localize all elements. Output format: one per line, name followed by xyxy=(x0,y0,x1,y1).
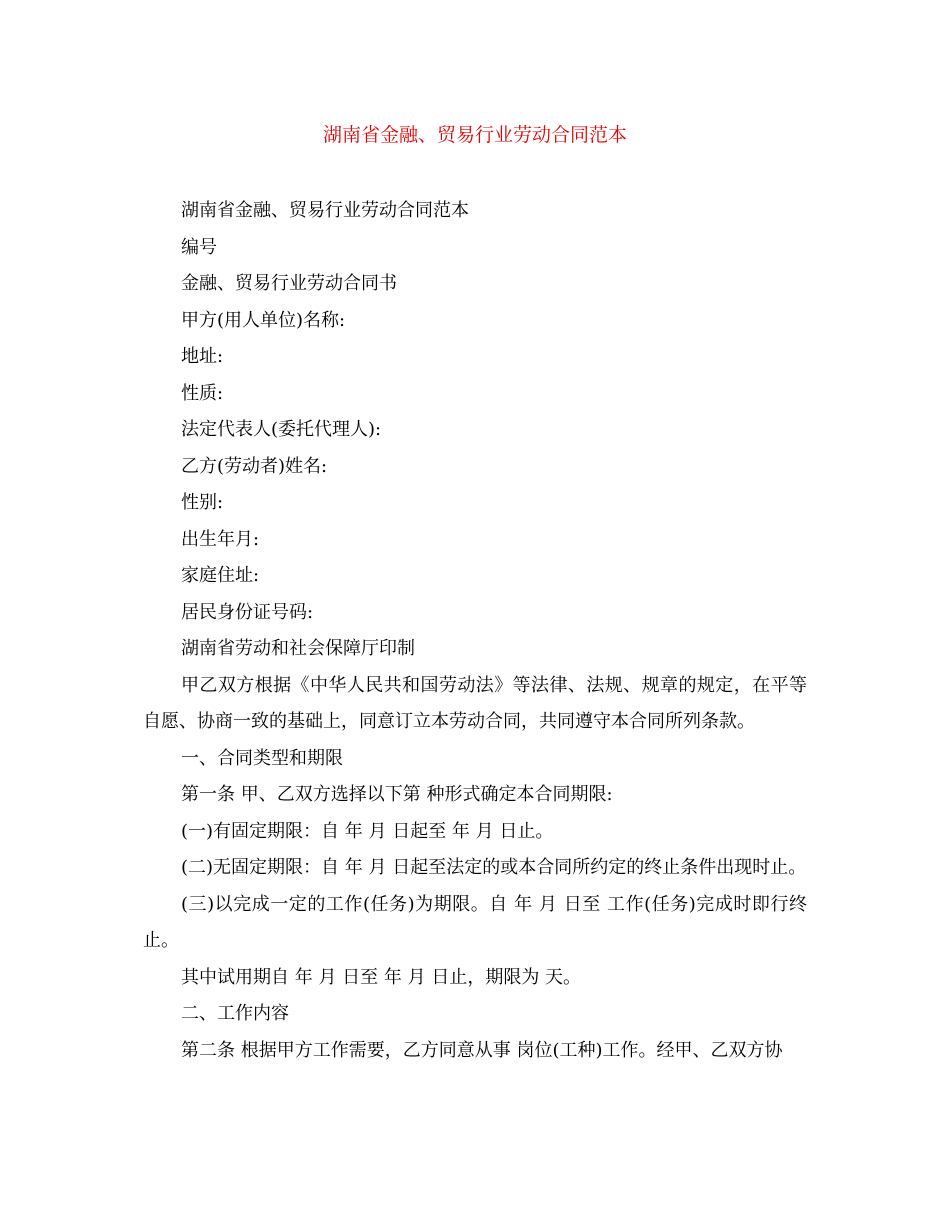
paragraph: 湖南省劳动和社会保障厅印制 xyxy=(181,638,415,659)
paragraph: 湖南省金融、贸易行业劳动合同范本 xyxy=(181,200,469,221)
paragraph: 甲方(用人单位)名称: xyxy=(181,309,346,331)
paragraph: 出生年月: xyxy=(181,528,260,550)
section-heading: 一、合同类型和期限 xyxy=(181,747,343,769)
paragraph: 居民身份证号码: xyxy=(181,601,314,623)
paragraph: 编号 xyxy=(181,236,217,258)
paragraph: 乙方(劳动者)姓名: xyxy=(181,455,328,477)
document-title: 湖南省金融、贸易行业劳动合同范本 xyxy=(322,124,627,146)
paragraph: 地址: xyxy=(181,346,224,367)
paragraph: 第二条 根据甲方工作需要，乙方同意从事 岗位(工种)工作。经甲、乙双方协 xyxy=(181,1039,783,1061)
paragraph: 甲乙双方根据《中华人民共和国劳动法》等法律、法规、规章的规定，在平等自愿、协商一致的基础上，同意订立本劳动合同，共同遵守本合同所列条款。 xyxy=(143,674,807,732)
paragraph: (二)无固定期限：自 年 月 日起至法定的或本合同所约定的终止条件出现时止。 xyxy=(181,857,807,878)
paragraph: 性别: xyxy=(181,492,224,513)
paragraph: (三)以完成一定的工作(任务)为期限。自 年 月 日至 工作(任务)完成时即行终止。 xyxy=(143,893,807,951)
section-heading: 二、工作内容 xyxy=(181,1003,289,1024)
paragraph: 金融、贸易行业劳动合同书 xyxy=(181,273,397,294)
document-body xyxy=(143,193,807,1069)
paragraph: 性质: xyxy=(181,382,224,404)
paragraph: 法定代表人(委托代理人): xyxy=(181,419,382,440)
paragraph: 第一条 甲、乙双方选择以下第 种形式确定本合同期限: xyxy=(181,784,613,805)
paragraph: (一)有固定期限：自 年 月 日起至 年 月 日止。 xyxy=(181,820,554,842)
paragraph: 家庭住址: xyxy=(181,565,260,586)
paragraph: 其中试用期自 年 月 日至 年 月 日止，期限为 天。 xyxy=(181,966,582,988)
